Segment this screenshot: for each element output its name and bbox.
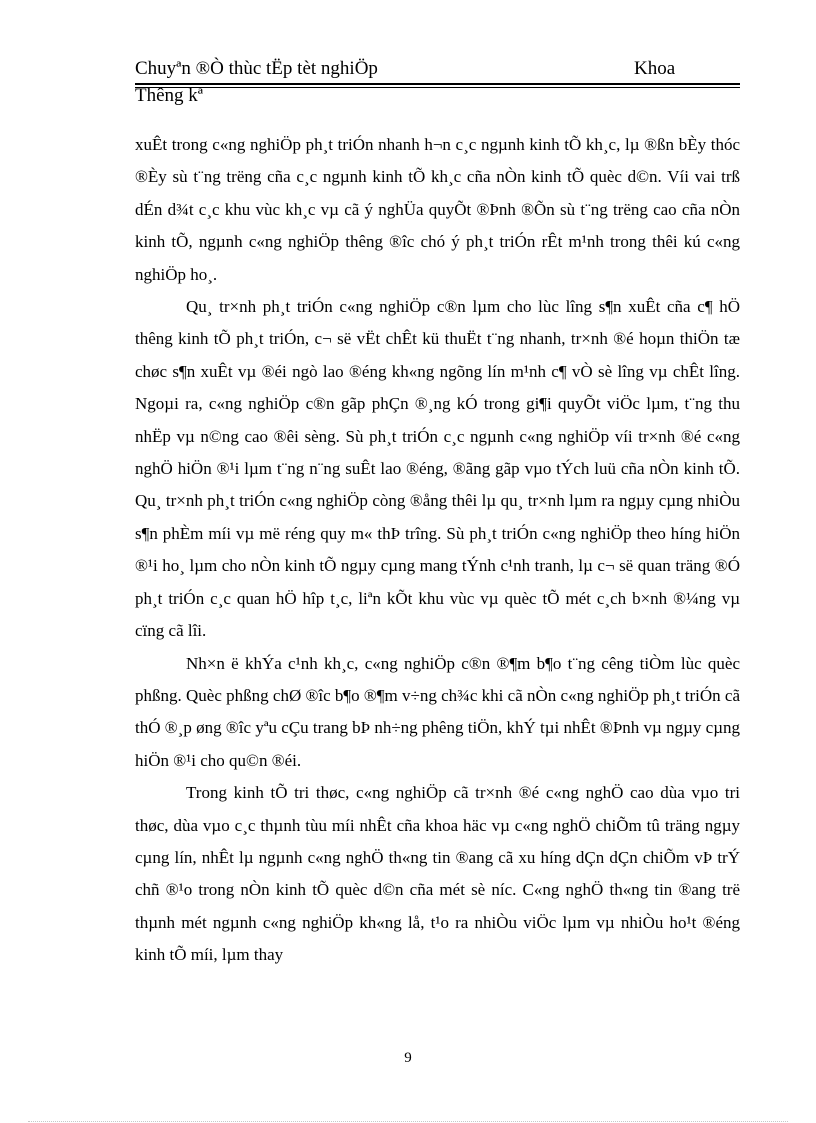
page-number: 9 <box>404 1050 412 1066</box>
paragraph-3: Nh×n ë khÝa c¹nh kh¸c, c«ng nghiÖp c®n ®¶m b¶o t¨ng cêng tiÒm lùc quèc phßng. Quèc phßng chØ ®îc b¶o ®¶m v÷ng ch¾c khi cã nÒn c«ng nghiÖp ph¸t triÓn cã thÓ ®¸p øng ®îc yªu cÇu trang bÞ nh÷ng phêng tiÖn, khÝ tµi nhÊt ®Þnh vµ ngµy cµng hiÖn ®¹i cho qu©n ®éi. <box>135 653 740 770</box>
paragraph-2: Qu¸ tr×nh ph¸t triÓn c«ng nghiÖp c®n lµm cho lùc lîng s¶n xuÊt cña c¶ hÖ thêng kinh tÕ ph¸t triÓn, c¬ së vËt chÊt kü thuËt t¨ng nhanh, tr×nh ®é hoµn thiÖn tæ chøc s¶n xuÊt vµ ®éi ngò lao ®éng kh«ng ngõng lín m¹nh c¶ vÒ sè lîng vµ chÊt lîng. Ngoµi ra, c«ng nghiÖp c®n gãp phÇn ®¸ng kÓ trong gi¶i quyÕt viÖc lµm, t¨ng thu nhËp vµ n©ng cao ®êi sèng. Sù ph¸t triÓn c¸c ngµnh c«ng nghiÖp víi tr×nh ®é c«ng nghÖ hiÖn ®¹i lµm t¨ng n¨ng suÊt lao ®éng, ®ãng gãp vµo tÝch luü cña nÒn kinh tÕ. Qu¸ tr×nh ph¸t triÓn c«ng nghiÖp còng ®ång thêi lµ qu¸ tr×nh lµm ra ngµy cµng nhiÒu s¶n phÈm míi vµ më réng quy m« thÞ trîng. Sù ph¸t triÓn c«ng nghiÖp theo híng hiÖn ®¹i ho¸ lµm cho nÒn kinh tÕ ngµy cµng mang tÝnh c¹nh tranh, lµ c¬ së quan träng ®Ó ph¸t triÓn c¸c quan hÖ hîp t¸c, liªn kÕt khu vùc vµ quèc tÕ mét c¸ch b×nh ®¼ng vµ cïng cã lîi. <box>135 297 740 641</box>
header-faculty: Khoa <box>634 58 676 79</box>
header-faculty-name: Thêng kª <box>135 85 204 106</box>
page-bottom-divider <box>28 1121 788 1122</box>
header-title: Chuyªn ®Ò thùc tËp tèt nghiÖp <box>135 58 378 79</box>
header-rule-thick <box>135 83 740 85</box>
paragraph-4: Trong kinh tÕ tri thøc, c«ng nghiÖp cã tr×nh ®é c«ng nghÖ cao dùa vµo tri thøc, dùa vµo c¸c thµnh tùu míi nhÊt cña khoa häc vµ c«ng nghÖ chiÕm tû träng ngµy cµng lín, nhÊt lµ ngµnh c«ng nghÖ th«ng tin ®ang cã xu híng dÇn dÇn chiÕm vÞ trÝ chñ ®¹o trong nÒn kinh tÕ quèc d©n cña mét sè níc. C«ng nghÖ th«ng tin ®ang trë thµnh mét ngµnh c«ng nghiÖp kh«ng lå, t¹o ra nhiÒu viÖc lµm vµ nhiÒu ho¹t ®éng kinh tÕ míi, lµm thay <box>135 783 740 965</box>
paragraph-1: xuÊt trong c«ng nghiÖp ph¸t triÓn nhanh h¬n c¸c ngµnh kinh tÕ kh¸c, lµ ®ßn bÈy thóc ®Èy sù t¨ng trëng cña c¸c ngµnh kinh tÕ kh¸c cña nÒn kinh tÕ quèc d©n. Víi vai trß dÉn d¾t c¸c khu vùc kh¸c vµ cã ý nghÜa quyÕt ®Þnh ®Õn sù t¨ng trëng cao cña nÒn kinh tÕ, ngµnh c«ng nghiÖp thêng ®îc chó ý ph¸t triÓn rÊt m¹nh trong thêi kú c«ng nghiÖp ho¸. <box>135 135 740 284</box>
page-header <box>135 57 740 109</box>
header-rule-thin <box>135 87 740 88</box>
body-text <box>135 129 740 972</box>
